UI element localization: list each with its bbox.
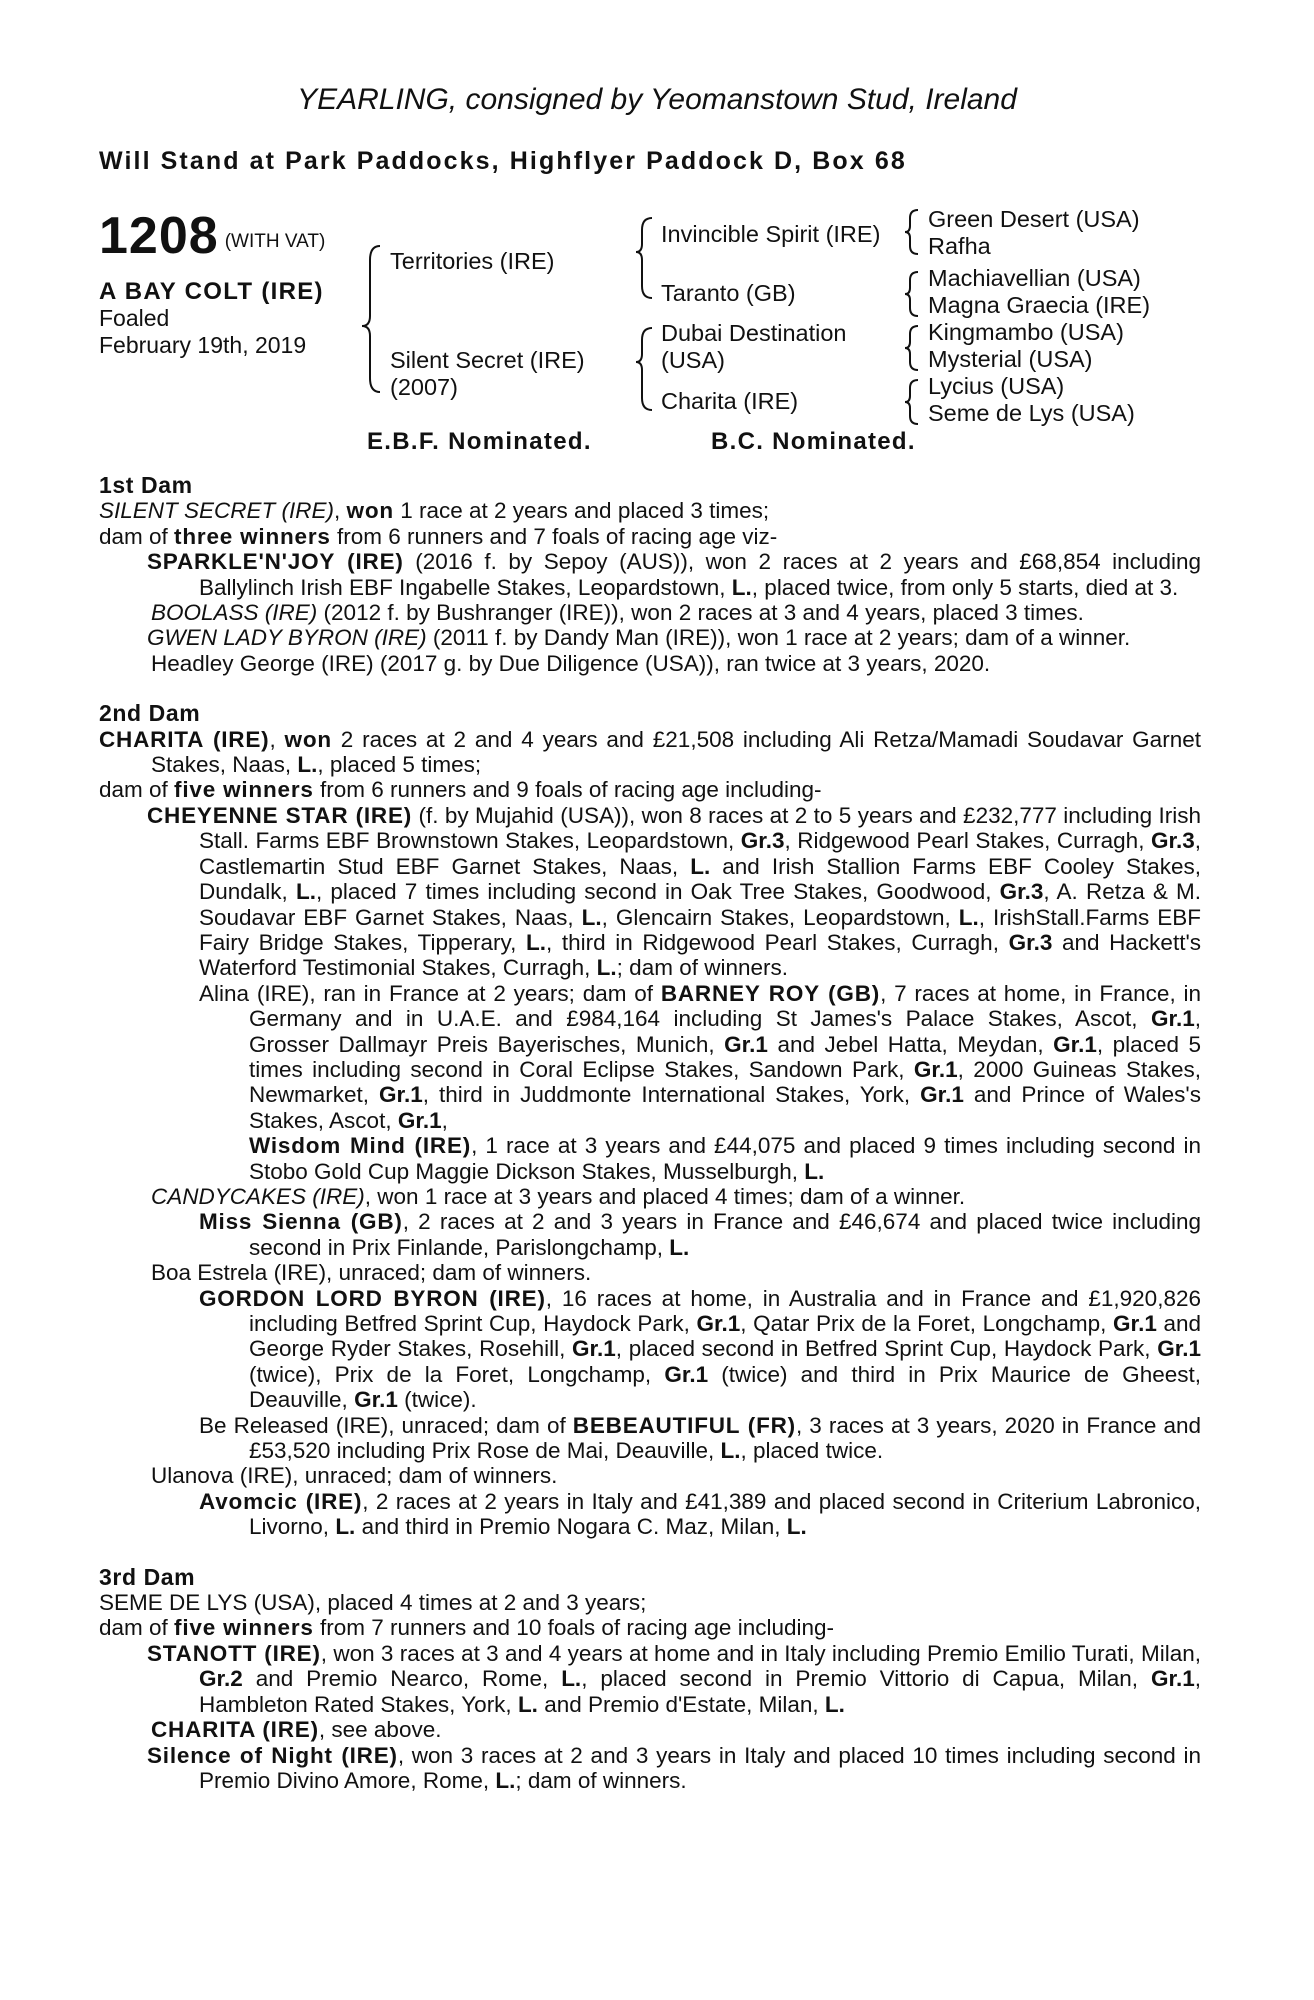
consigner-line: YEARLING, consigned by Yeomanstown Stud, Ireland bbox=[297, 83, 1017, 116]
bold-name: Silence of Night (IRE) bbox=[147, 1742, 398, 1768]
text-run: and Premio d'Estate, Milan, bbox=[537, 1691, 825, 1717]
race-grade: L. bbox=[731, 574, 752, 600]
dam bbox=[390, 347, 585, 401]
race-grade: L. bbox=[720, 1438, 741, 1464]
text-run: , 3 races at 3 years, 2020 in France and £53,520 including Prix Rose de Mai, Deauville, bbox=[249, 1412, 1201, 1464]
text-run: SEME DE LYS (USA), placed 4 times at 2 and 3 years; bbox=[99, 1590, 647, 1616]
catalogue-body bbox=[99, 473, 1201, 1793]
text-run: and Hackett's Waterford Testimonial Stakes, Curragh, bbox=[199, 929, 1201, 981]
foaled-date: February 19th, 2019 bbox=[99, 332, 307, 358]
bold-name: CHEYENNE STAR (IRE) bbox=[147, 802, 413, 828]
text-run: and Jebel Hatta, Meydan, bbox=[767, 1031, 1054, 1057]
race-grade: Gr.1 bbox=[1113, 1311, 1157, 1336]
text-run: , bbox=[441, 1107, 448, 1133]
bold-name: three winners bbox=[174, 523, 331, 549]
third-dam-produce-summary bbox=[99, 1615, 1201, 1640]
race-grade: Gr.1 bbox=[913, 1056, 958, 1082]
ancestor-5: Kingmambo (USA) bbox=[928, 319, 1124, 345]
race-grade: Gr.1 bbox=[696, 1311, 741, 1336]
race-grade: L. bbox=[525, 929, 546, 955]
text-run: Be Released (IRE), unraced; dam of bbox=[199, 1412, 573, 1438]
text-run: , Castlemartin Stud EBF Garnet Stakes, Naas, bbox=[199, 828, 1201, 879]
italic-name: BOOLASS (IRE) bbox=[151, 600, 318, 626]
bold-name: BEBEAUTIFUL (FR) bbox=[572, 1412, 796, 1438]
text-run: and Prince of Wales's Stakes, Ascot, bbox=[249, 1082, 1201, 1133]
italic-name: SILENT SECRET (IRE) bbox=[99, 498, 335, 524]
produce-avomcic bbox=[99, 1489, 1201, 1540]
bold-name: won bbox=[284, 726, 332, 752]
ebf-nomination: E.B.F. Nominated. bbox=[367, 428, 592, 455]
text-run: , bbox=[334, 498, 347, 524]
dam-sire-name: Dubai Destination bbox=[661, 320, 847, 346]
dam-sire bbox=[661, 320, 847, 374]
race-grade: Gr.1 bbox=[1053, 1031, 1097, 1057]
text-run: , 2 races at 2 years in Italy and £41,389 and placed second in Criterium Labronico, Livorno, bbox=[249, 1488, 1201, 1540]
italic-name: CANDYCAKES (IRE) bbox=[151, 1183, 365, 1209]
produce-miss-sienna bbox=[99, 1209, 1201, 1260]
second-dam-produce-summary bbox=[99, 777, 1201, 802]
text-run: , 16 races at home, in Australia and in France and £1,920,826 including Betfred Sprint Cup, Haydock Park, bbox=[249, 1285, 1201, 1336]
first-dam-produce-summary bbox=[99, 524, 1201, 549]
race-grade: Gr.1 bbox=[724, 1031, 768, 1057]
race-grade: L. bbox=[297, 752, 318, 778]
produce-stanott bbox=[99, 1641, 1201, 1717]
bold-name: GORDON LORD BYRON (IRE) bbox=[199, 1285, 546, 1311]
produce-alina bbox=[99, 981, 1201, 1133]
foaled-label: Foaled bbox=[99, 305, 170, 331]
race-grade: L. bbox=[596, 955, 617, 981]
second-dam-heading: 2nd Dam bbox=[99, 700, 201, 727]
ancestor-7: Lycius (USA) bbox=[928, 373, 1065, 399]
bold-name: Avomcic (IRE) bbox=[199, 1488, 363, 1514]
text-run: and third in Premio Nogara C. Maz, Milan, bbox=[355, 1514, 787, 1540]
race-grade: Gr.3 bbox=[1150, 828, 1195, 854]
bold-name: STANOTT (IRE) bbox=[147, 1640, 321, 1666]
lot-description: A BAY COLT (IRE) bbox=[99, 278, 324, 305]
text-run: , placed twice, from only 5 starts, died at 3. bbox=[751, 574, 1179, 600]
bold-name: won bbox=[346, 498, 394, 524]
text-run: 2 races at 2 and 4 years and £21,508 including Ali Retza/Mamadi Soudavar Garnet Stakes, Naas, bbox=[151, 726, 1201, 778]
text-run: , Grosser Dallmayr Preis Bayerisches, Munich, bbox=[249, 1006, 1201, 1057]
text-run: , placed 5 times; bbox=[317, 752, 482, 778]
race-grade: Gr.3 bbox=[1008, 929, 1053, 955]
first-dam-record bbox=[99, 498, 1201, 523]
text-run: , third in Ridgewood Pearl Stakes, Curragh, bbox=[545, 929, 1009, 955]
dam-name: Silent Secret (IRE) bbox=[390, 347, 585, 373]
bold-name: five winners bbox=[174, 777, 314, 803]
text-run: , 7 races at home, in France, in Germany and in U.A.E. and £984,164 including St James's Palace Stakes, Ascot, bbox=[249, 980, 1201, 1032]
second-dam-record bbox=[99, 727, 1201, 778]
first-dam-heading: 1st Dam bbox=[99, 472, 193, 498]
third-dam-heading: 3rd Dam bbox=[99, 1563, 196, 1590]
produce-cheyenne-star bbox=[99, 803, 1201, 981]
text-run: , Ridgewood Pearl Stakes, Curragh, bbox=[784, 828, 1151, 854]
race-grade: Gr.1 bbox=[397, 1107, 442, 1133]
text-run: , Qatar Prix de la Foret, Longchamp, bbox=[740, 1311, 1114, 1336]
text-run: , 1 race at 3 years and £44,075 and placed 9 times including second in Stobo Gold Cup Maggie Dickson Stakes, Musselburgh, bbox=[249, 1133, 1202, 1184]
text-run: and Premio Nearco, Rome, bbox=[242, 1666, 562, 1692]
text-run: , 2000 Guineas Stakes, Newmarket, bbox=[249, 1056, 1201, 1108]
race-grade: L. bbox=[295, 879, 316, 905]
text-run: , placed second in Betfred Sprint Cup, Haydock Park, bbox=[615, 1336, 1158, 1362]
text-run: dam of bbox=[99, 523, 175, 549]
produce-gwen-lady-byron bbox=[99, 625, 1201, 650]
race-grade: Gr.1 bbox=[378, 1082, 423, 1108]
bold-name: five winners bbox=[174, 1615, 314, 1641]
race-grade: L. bbox=[690, 853, 711, 879]
bold-name: Miss Sienna (GB) bbox=[199, 1209, 403, 1235]
text-run: , 2 races at 2 and 3 years in France and £46,674 and placed twice including second in Prix Finlande, Parislongchamp, bbox=[249, 1209, 1202, 1260]
sire-sire: Invincible Spirit (IRE) bbox=[661, 221, 881, 247]
bold-name: CHARITA (IRE) bbox=[99, 726, 270, 752]
text-run: , see above. bbox=[318, 1717, 442, 1743]
text-run: Boa Estrela (IRE), unraced; dam of winners. bbox=[151, 1260, 592, 1286]
text-run: dam of bbox=[99, 1615, 175, 1641]
text-run: (2012 f. by Bushranger (IRE)), won 2 races at 3 and 4 years, placed 3 times. bbox=[317, 600, 1084, 626]
produce-silence-of-night bbox=[99, 1743, 1201, 1794]
lot-number: 1208 bbox=[99, 207, 219, 265]
race-grade: Gr.1 bbox=[1157, 1336, 1201, 1362]
race-grade: L. bbox=[495, 1767, 516, 1793]
race-grade: L. bbox=[958, 904, 979, 930]
text-run: , Hambleton Rated Stakes, York, bbox=[199, 1666, 1201, 1717]
ancestor-3: Machiavellian (USA) bbox=[928, 265, 1141, 291]
text-run: ; dam of winners. bbox=[616, 955, 788, 981]
text-run: Ulanova (IRE), unraced; dam of winners. bbox=[151, 1463, 558, 1489]
race-grade: L. bbox=[335, 1514, 356, 1540]
produce-wisdom-mind bbox=[99, 1133, 1201, 1184]
dam-sire-country: (USA) bbox=[661, 347, 725, 373]
ancestor-1: Green Desert (USA) bbox=[928, 206, 1140, 232]
text-run: ; dam of winners. bbox=[515, 1767, 687, 1793]
italic-name: GWEN LADY BYRON (IRE) bbox=[147, 625, 427, 651]
text-run: Headley George (IRE) (2017 g. by Due Diligence (USA)), ran twice at 3 years, 2020. bbox=[151, 650, 991, 676]
produce-boolass bbox=[99, 600, 1201, 625]
race-grade: Gr.1 bbox=[920, 1082, 964, 1108]
ancestor-8: Seme de Lys (USA) bbox=[928, 400, 1135, 426]
sire-dam: Taranto (GB) bbox=[661, 280, 796, 306]
sire: Territories (IRE) bbox=[390, 248, 555, 274]
bold-name: Wisdom Mind (IRE) bbox=[249, 1133, 472, 1159]
text-run: dam of bbox=[99, 777, 175, 803]
bold-name: BARNEY ROY (GB) bbox=[660, 980, 881, 1006]
dam-dam: Charita (IRE) bbox=[661, 388, 799, 414]
dam-year: (2007) bbox=[390, 374, 458, 400]
text-run: , A. Retza & M. Soudavar EBF Garnet Stakes, Naas, bbox=[199, 879, 1201, 930]
produce-boa-estrela bbox=[99, 1260, 1201, 1285]
race-grade: Gr.3 bbox=[999, 879, 1044, 905]
text-run: , placed 7 times including second in Oak Tree Stakes, Goodwood, bbox=[315, 879, 1000, 905]
text-run: , IrishStall.Farms EBF Fairy Bridge Stakes, Tipperary, bbox=[199, 904, 1201, 955]
produce-ulanova bbox=[99, 1463, 1201, 1488]
race-grade: L. bbox=[669, 1234, 690, 1260]
text-run: , placed second in Premio Vittorio di Capua, Milan, bbox=[581, 1666, 1151, 1692]
race-grade: Gr.1 bbox=[1150, 1006, 1195, 1032]
race-grade: Gr.1 bbox=[354, 1387, 398, 1413]
text-run: (twice). bbox=[397, 1387, 477, 1413]
text-run: , placed 5 times including second in Coral Eclipse Stakes, Sandown Park, bbox=[249, 1031, 1201, 1082]
race-grade: L. bbox=[824, 1691, 845, 1717]
race-grade: L. bbox=[804, 1158, 825, 1184]
text-run: from 6 runners and 7 foals of racing age viz- bbox=[330, 523, 778, 549]
text-run: , won 3 races at 3 and 4 years at home and in Italy including Premio Emilio Turati, Milan, bbox=[320, 1640, 1201, 1666]
text-run: (twice) and third in Prix Maurice de Gheest, Deauville, bbox=[249, 1361, 1201, 1413]
text-run: (2011 f. by Dandy Man (IRE)), won 1 race at 2 years; dam of a winner. bbox=[426, 625, 1131, 651]
produce-charita bbox=[99, 1717, 1201, 1742]
text-run: 1 race at 2 years and placed 3 times; bbox=[393, 498, 770, 524]
text-run: , won 1 race at 3 years and placed 4 times; dam of a winner. bbox=[364, 1183, 966, 1209]
race-grade: L. bbox=[561, 1666, 582, 1692]
ancestor-6: Mysterial (USA) bbox=[928, 346, 1093, 372]
bold-name: SPARKLE'N'JOY (IRE) bbox=[147, 549, 404, 575]
race-grade: L. bbox=[517, 1691, 538, 1717]
text-run: , placed twice. bbox=[740, 1438, 884, 1464]
third-dam-record bbox=[99, 1590, 1201, 1615]
produce-candycakes bbox=[99, 1184, 1201, 1209]
text-run: Alina (IRE), ran in France at 2 years; dam of bbox=[199, 980, 661, 1006]
race-grade: L. bbox=[786, 1514, 807, 1540]
ancestor-4: Magna Graecia (IRE) bbox=[928, 292, 1151, 318]
race-grade: Gr.1 bbox=[572, 1336, 616, 1362]
bc-nomination: B.C. Nominated. bbox=[711, 428, 916, 455]
produce-headley-george bbox=[99, 651, 1201, 676]
vat-note: (WITH VAT) bbox=[224, 231, 326, 252]
race-grade: Gr.1 bbox=[664, 1361, 709, 1387]
text-run: from 6 runners and 9 foals of racing age including- bbox=[313, 777, 822, 803]
text-run: (f. by Mujahid (USA)), won 8 races at 2 to 5 years and £232,777 including Irish Stall. Farms EBF Brownstown Stakes, Leopardstown, bbox=[199, 802, 1201, 854]
bold-name: CHARITA (IRE) bbox=[151, 1717, 319, 1743]
text-run: , bbox=[269, 726, 285, 752]
stand-location: Will Stand at Park Paddocks, Highflyer Paddock D, Box 68 bbox=[99, 147, 907, 175]
text-run: (2016 f. by Sepoy (AUS)), won 2 races at 2 years and £68,854 including Ballylinch Irish EBF Ingabelle Stakes, Leopardstown, bbox=[199, 549, 1201, 600]
race-grade: Gr.1 bbox=[1150, 1666, 1195, 1692]
text-run: and George Ryder Stakes, Rosehill, bbox=[249, 1311, 1201, 1362]
text-run: , third in Juddmonte International Stakes, York, bbox=[422, 1082, 921, 1108]
text-run: (twice), Prix de la Foret, Longchamp, bbox=[249, 1361, 665, 1387]
text-run: , won 3 races at 2 and 3 years in Italy and placed 10 times including second in Premio Divino Amore, Rome, bbox=[199, 1742, 1201, 1793]
text-run: and Irish Stallion Farms EBF Cooley Stakes, Dundalk, bbox=[199, 853, 1201, 905]
race-grade: Gr.2 bbox=[199, 1666, 243, 1692]
ancestor-2: Rafha bbox=[928, 233, 991, 259]
race-grade: L. bbox=[581, 904, 602, 930]
produce-gordon-lord-byron bbox=[99, 1286, 1201, 1413]
produce-be-released bbox=[99, 1413, 1201, 1464]
race-grade: Gr.3 bbox=[740, 828, 785, 854]
text-run: from 7 runners and 10 foals of racing age including- bbox=[313, 1615, 835, 1641]
produce-sparklenjoy bbox=[99, 549, 1201, 600]
text-run: , Glencairn Stakes, Leopardstown, bbox=[601, 904, 959, 930]
